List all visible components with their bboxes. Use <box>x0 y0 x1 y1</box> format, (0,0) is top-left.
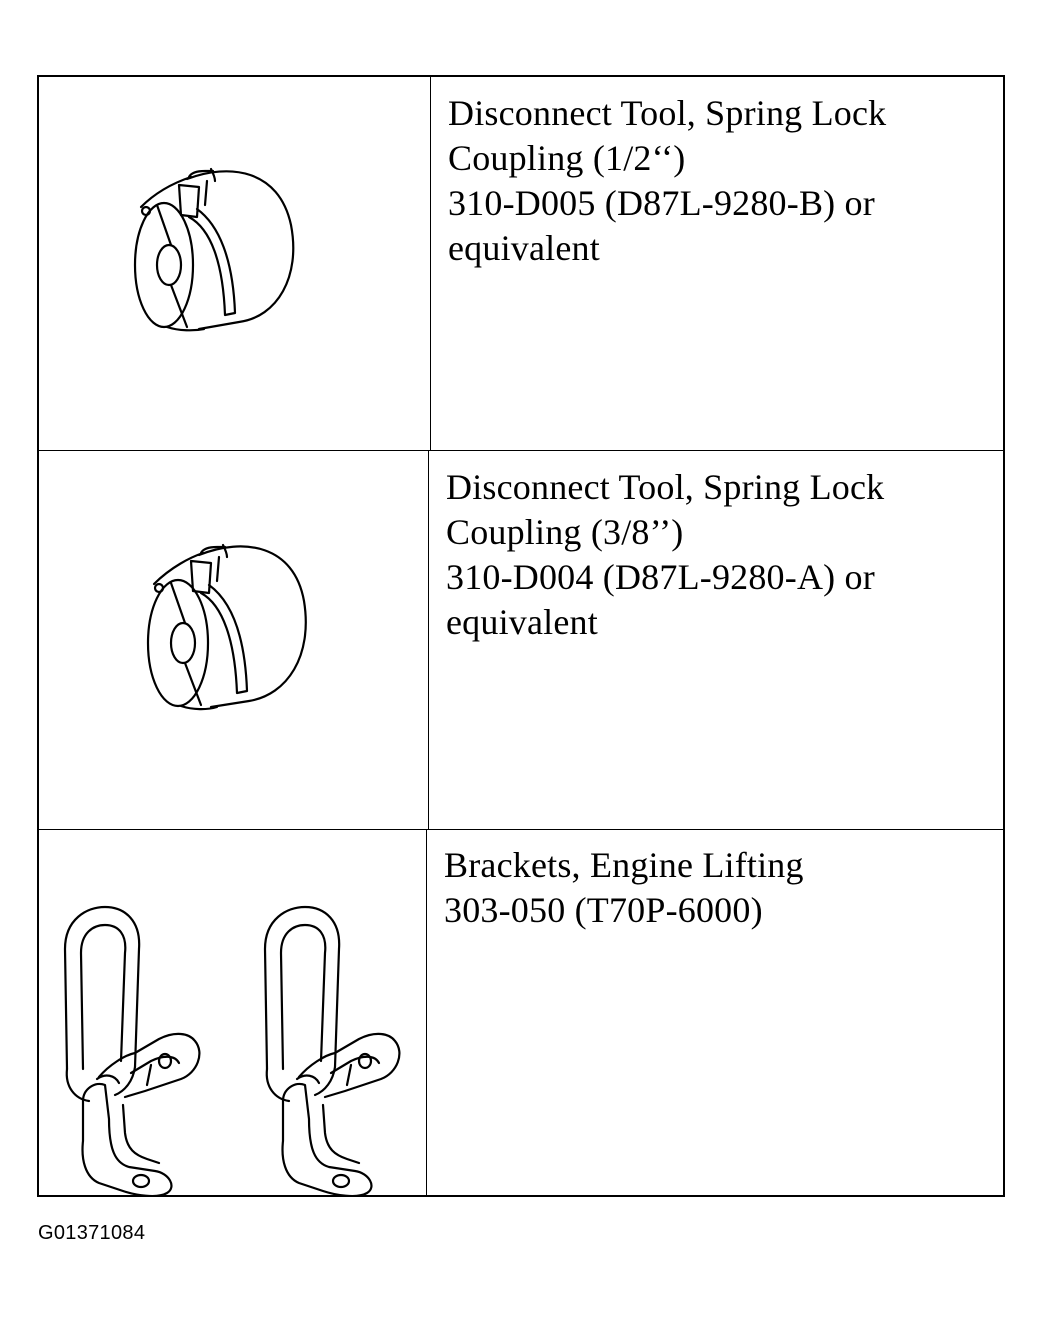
tool-equivalent-line: equivalent <box>448 228 600 268</box>
tool-size-line: Coupling (1/2‘‘) <box>448 138 686 178</box>
engine-lifting-brackets-illustration <box>39 829 425 1197</box>
special-tools-table <box>37 75 1005 1197</box>
table-row <box>39 77 1003 451</box>
tool-description <box>448 91 886 271</box>
lifting-bracket-left <box>65 907 199 1196</box>
tool-name-line: Disconnect Tool, Spring Lock <box>448 93 887 133</box>
tool-description <box>444 843 804 933</box>
tool-name-line: Disconnect Tool, Spring Lock <box>446 467 885 507</box>
table-row <box>39 829 1003 1197</box>
tool-part-number-line: 310-D004 (D87L-9280-A) or <box>446 557 875 597</box>
spring-lock-tool-illustration <box>39 451 429 829</box>
spring-lock-tool-illustration <box>39 77 429 451</box>
tool-part-number-line: 310-D005 (D87L-9280-B) or <box>448 183 875 223</box>
tool-part-number-line: 303-050 (T70P-6000) <box>444 890 763 930</box>
table-row <box>39 451 1003 829</box>
lifting-bracket-right <box>265 907 399 1196</box>
tool-name-line: Brackets, Engine Lifting <box>444 845 804 885</box>
tool-description <box>446 465 884 645</box>
figure-id: G01371084 <box>38 1222 146 1244</box>
tool-equivalent-line: equivalent <box>446 602 598 642</box>
tool-size-line: Coupling (3/8’’) <box>446 512 684 552</box>
